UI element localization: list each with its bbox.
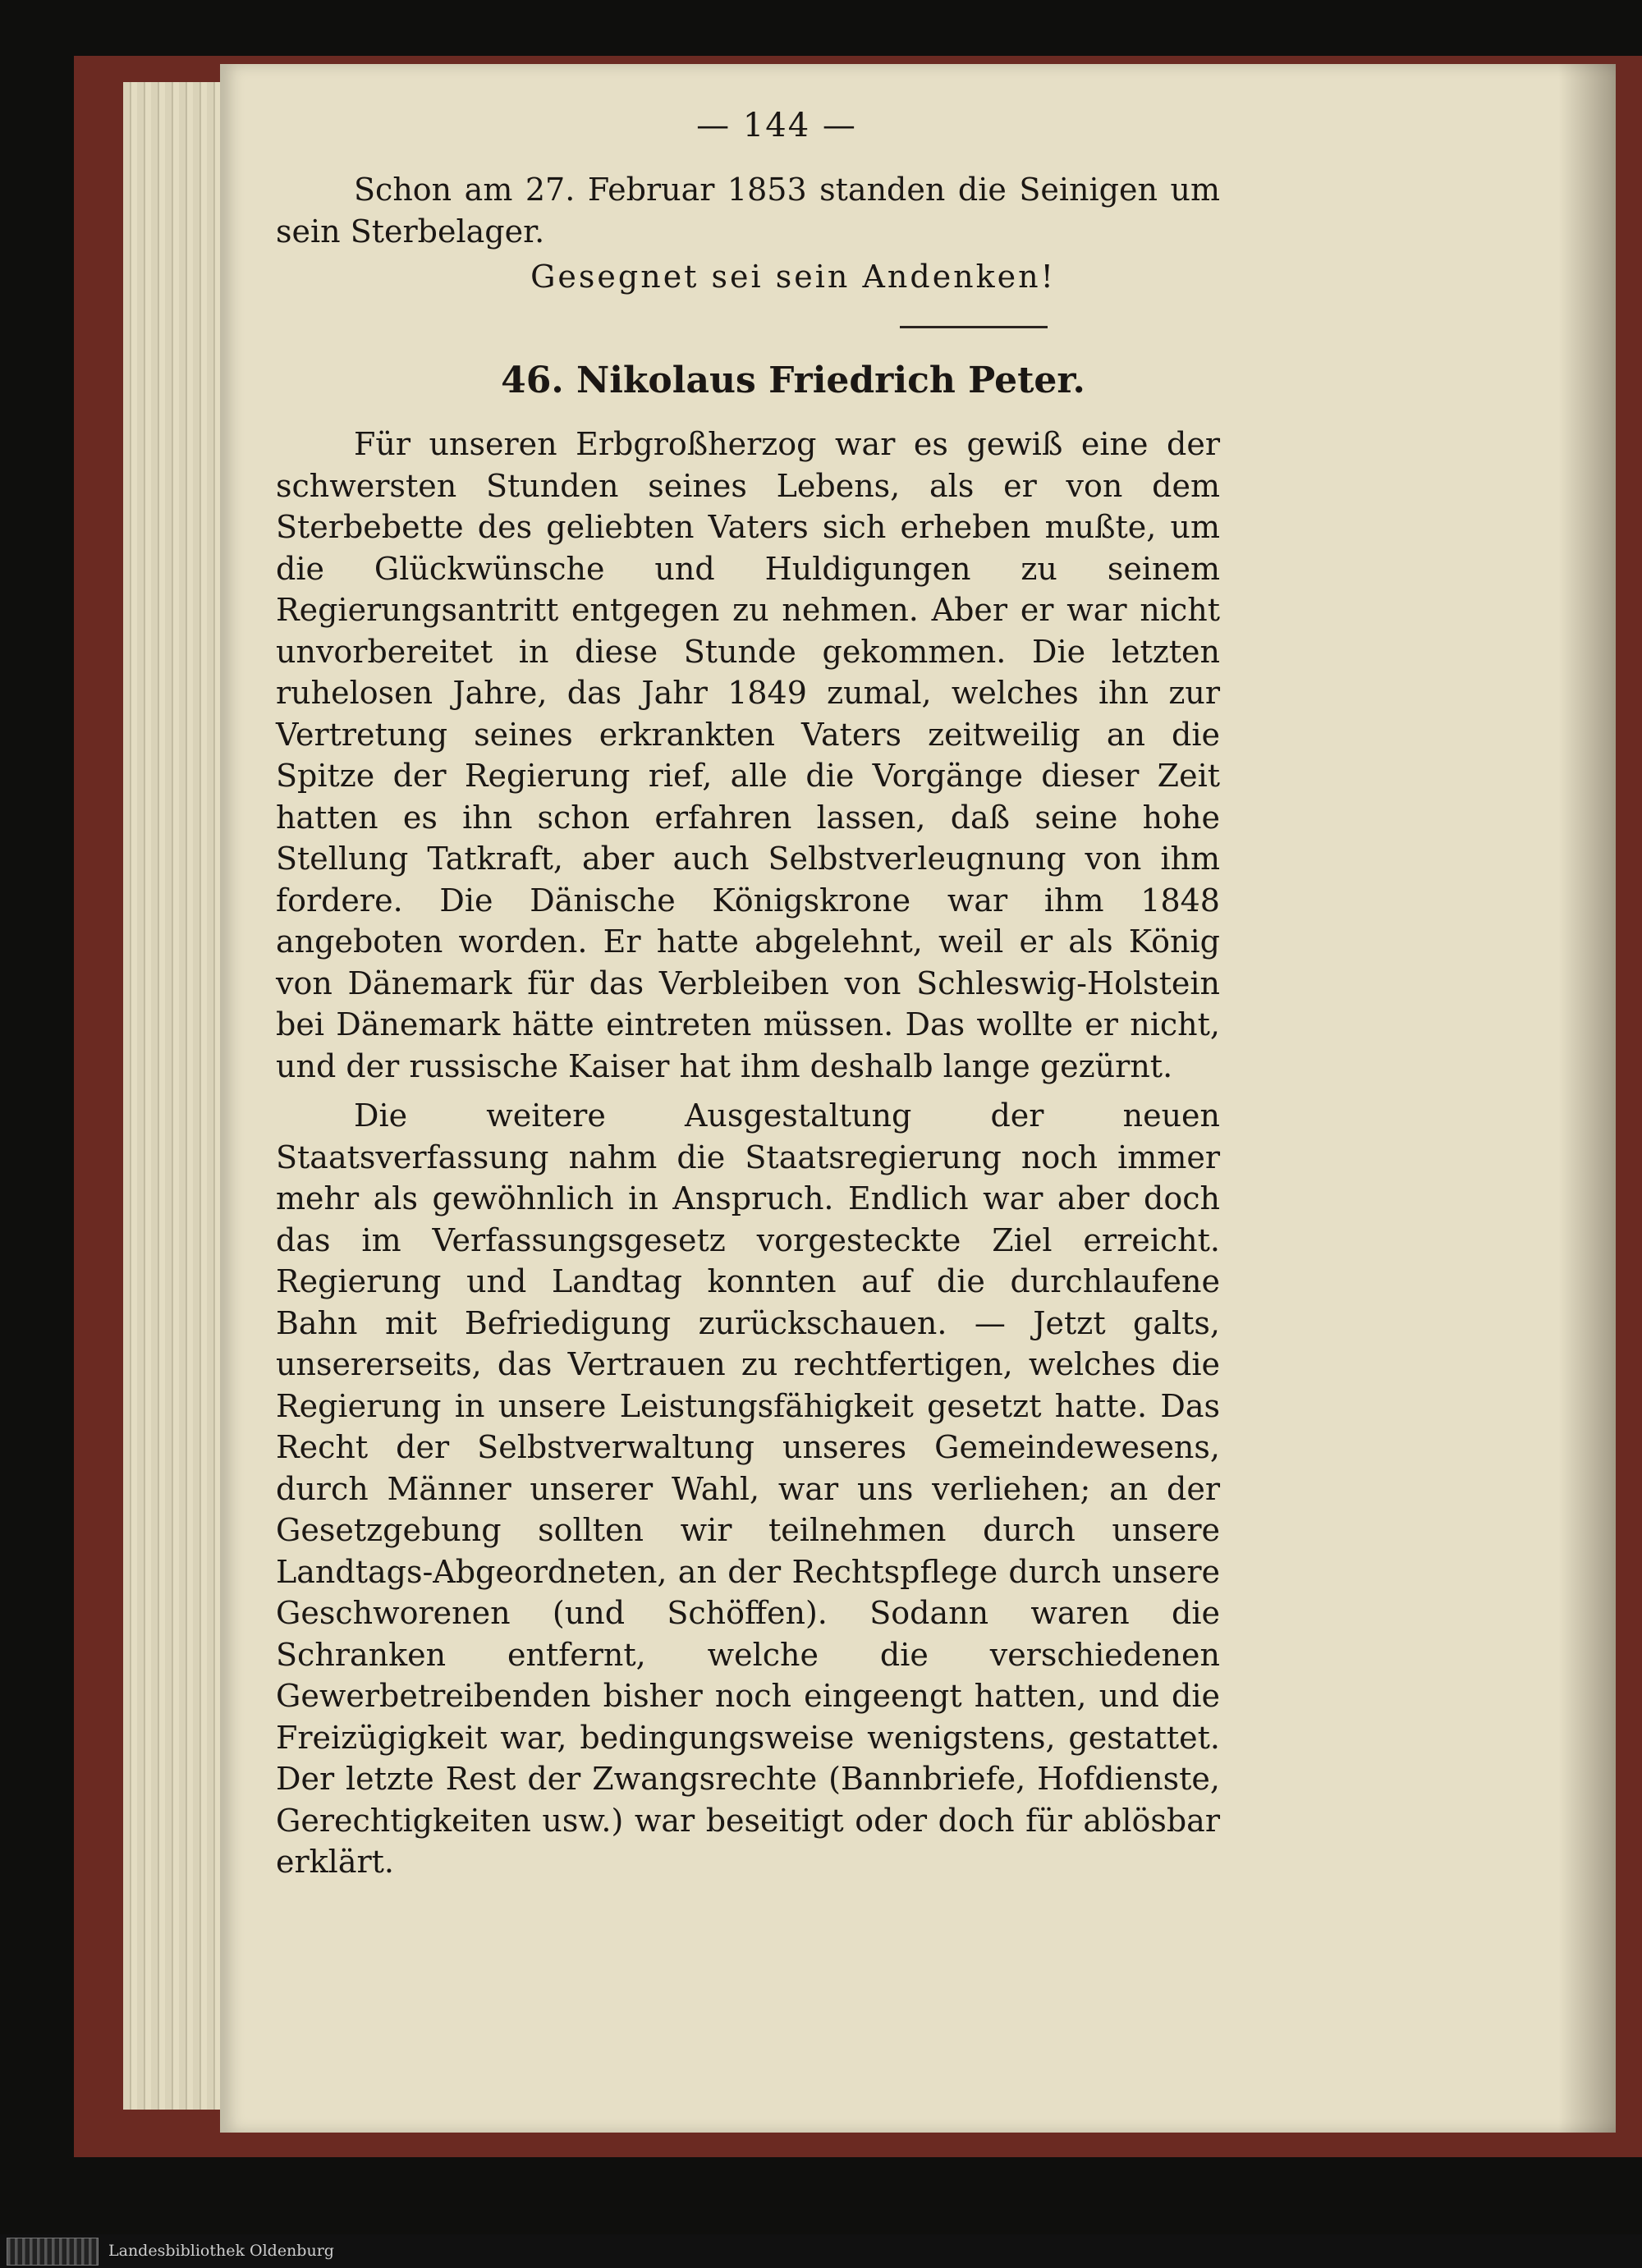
paragraph-1: Für unseren Erbgroßherzog war es gewiß eine der schwersten Stunden seines Lebens, als er von dem Sterbebette des geliebten Vaters sich erheben mußte, um die Glückwünsche und Huldigungen zu seinem Regierungsantritt entgegen zu nehmen. Aber er war nicht unvorbereitet in diese Stunde gekommen. Die letzten ruhelosen Jahre, das Jahr 1849 zumal, welches ihn zur Vertretung seines erkrankten Vaters zeitweilig an die Spitze der Regierung rief, alle die Vorgänge dieser Zeit hatten es ihn schon erfahren lassen, daß seine hohe Stellung Tatkraft, aber auch Selbstverleugnung von ihm fordere. Die Dänische Königskrone war ihm 1848 angeboten worden. Er hatte abgelehnt, weil er als König von Dänemark für das Verbleiben von Schleswig-Holstein bei Dänemark hätte eintreten müssen. Das wollte er nicht, und der russische Kaiser hat ihm deshalb lange gezürnt. xyxy=(276,426,1220,1084)
continuation-text: Schon am 27. Februar 1853 standen die Seinigen um sein Sterbelager. xyxy=(276,172,1220,250)
spine-shadow xyxy=(1558,64,1616,2133)
section-heading: 46. Nikolaus Friedrich Peter. xyxy=(501,360,1085,401)
footer-bar xyxy=(0,2234,1642,2268)
library-building-icon xyxy=(7,2238,99,2266)
paragraph-2: Die weitere Ausgestaltung der neuen Staatsverfassung nahm die Staatsregierung noch immer mehr als gewöhnlich in Anspruch. Endlich war aber doch das im Verfassungsgesetz vorgesteckte Ziel erreicht. Regierung und Landtag konnten auf die durchlaufene Bahn mit Befriedigung zurückschauen. — Jetzt galts, unsererseits, das Vertrauen zu rechtfertigen, welches die Regierung in unsere Leistungsfähigkeit gesetzt hatte. Das Recht der Selbstverwaltung unseres Gemeindewesens, durch Männer unserer Wahl, war uns verliehen; an der Gesetzgebung sollten wir teilnehmen durch unsere Landtags-Abgeordneten, an der Rechtspflege durch unsere Geschworenen (und Schöffen). Sodann waren die Schranken entfernt, welche die verschiedenen Gewerbetreibenden bisher noch eingeengt hatten, und die Freizügigkeit war, bedingungsweise wenigstens, gestattet. Der letzte Rest der Zwangsrechte (Bannbriefe, Hofdienste, Gerechtigkeiten usw.) war beseitigt oder doch für ablösbar erklärt. xyxy=(276,1097,1220,1880)
motto: Gesegnet sei sein Andenken! xyxy=(530,259,1056,295)
text-block xyxy=(276,107,1220,1883)
library-name: Landesbibliothek Oldenburg xyxy=(108,2242,334,2260)
page-number: — 144 — xyxy=(696,107,857,144)
section-divider xyxy=(900,326,1048,328)
